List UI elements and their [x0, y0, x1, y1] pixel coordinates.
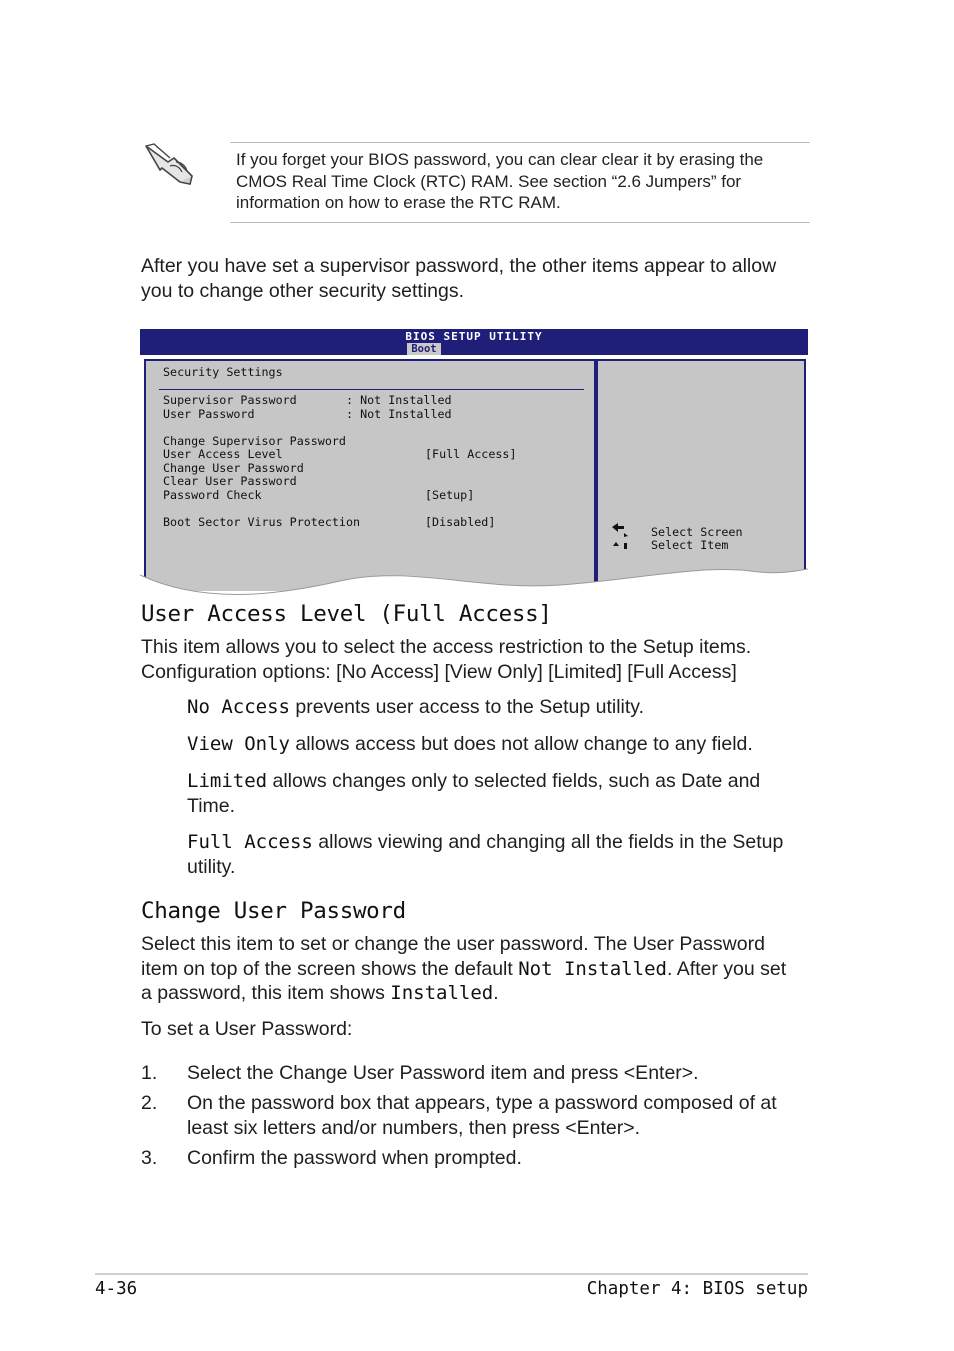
note-bottom-rule [230, 222, 810, 223]
term-no-access: No Access [187, 696, 290, 718]
bios-item-user-access-level[interactable]: User Access Level [163, 447, 283, 461]
bios-item-change-supervisor[interactable]: Change Supervisor Password [163, 434, 346, 448]
intro-paragraph: After you have set a supervisor password, the other items appear to allow you to change other security settings. [141, 255, 777, 302]
step-2-number: 2. [141, 1092, 158, 1114]
left-right-arrows-icon [610, 523, 630, 537]
section-heading-change-user-password: Change User Password [141, 898, 406, 924]
footer-rule [95, 1273, 808, 1275]
bios-status-supervisor: Supervisor Password [163, 393, 297, 407]
bios-status-user: User Password [163, 407, 255, 421]
note-text: If you forget your BIOS password, you can clear clear it by erasing the CMOS Real Time Clock (RTC) RAM. See section “2.6 Jumpers” for information on how to erase the RTC RAM. [236, 150, 764, 212]
option-limited: Limited allows changes only to selected fields, such as Date and Time. [187, 770, 761, 817]
chapter-title: Chapter 4: BIOS setup [586, 1279, 808, 1299]
bios-title-bar [140, 329, 808, 355]
bios-title: BIOS SETUP UTILITY [405, 330, 543, 343]
term-limited: Limited [187, 770, 268, 792]
term-not-installed: Not Installed [518, 957, 667, 980]
bios-status-user-value: : Not Installed [346, 407, 452, 421]
bios-item-change-user-password[interactable]: Change User Password [163, 461, 304, 475]
up-down-arrows-icon [610, 537, 630, 547]
option-full-access: Full Access allows viewing and changing all the fields in the Setup utility. [187, 831, 784, 878]
bios-screenshot [140, 329, 808, 575]
section2-body: Select this item to set or change the user password. The User Password item on top of the screen shows the default Not Installed. After you set a password, this item shows Installed. [141, 933, 787, 1004]
section-heading-user-access-level: User Access Level (Full Access] [141, 601, 552, 627]
bios-item-password-check[interactable]: Password Check [163, 488, 262, 502]
step-2-text: On the password box that appears, type a password composed of at least six letters and/or numbers, then press <Enter>. [187, 1092, 777, 1139]
bios-help-select-item: Select Item [651, 538, 729, 552]
note-top-rule [230, 142, 810, 143]
step-3-text: Confirm the password when prompted. [187, 1147, 522, 1169]
term-installed: Installed [390, 982, 494, 1004]
bios-item-user-access-level-value[interactable]: [Full Access] [425, 447, 517, 461]
bios-help-select-screen: Select Screen [651, 525, 743, 539]
step-1-text: Select the Change User Password item and press <Enter>. [187, 1062, 699, 1084]
bios-item-password-check-value[interactable]: [Setup] [425, 488, 475, 502]
step-3-number: 3. [141, 1147, 158, 1169]
bios-item-virus-protection[interactable]: Boot Sector Virus Protection [163, 515, 361, 529]
step-1-number: 1. [141, 1062, 158, 1084]
pencil-hand-icon [140, 140, 200, 190]
bios-heading: Security Settings [163, 365, 283, 379]
bios-tab-boot[interactable]: Boot [407, 343, 441, 355]
term-view-only: View Only [187, 733, 290, 755]
option-no-access: No Access prevents user access to the Setup utility. [187, 696, 645, 718]
bios-item-clear-user-password[interactable]: Clear User Password [163, 474, 297, 488]
section1-body: This item allows you to select the access restriction to the Setup items. Configuration options: [No Access] [View Only] [Limited] [Full Access] [141, 636, 752, 683]
to-set-user-password: To set a User Password: [141, 1018, 353, 1040]
bios-status-supervisor-value: : Not Installed [346, 393, 452, 407]
option-view-only: View Only allows access but does not allow change to any field. [187, 733, 753, 755]
term-full-access: Full Access [187, 831, 313, 853]
torn-edge-decoration [140, 555, 808, 601]
page-number: 4-36 [95, 1279, 138, 1299]
bios-item-virus-protection-value[interactable]: [Disabled] [425, 515, 496, 529]
bios-separator [159, 389, 584, 390]
